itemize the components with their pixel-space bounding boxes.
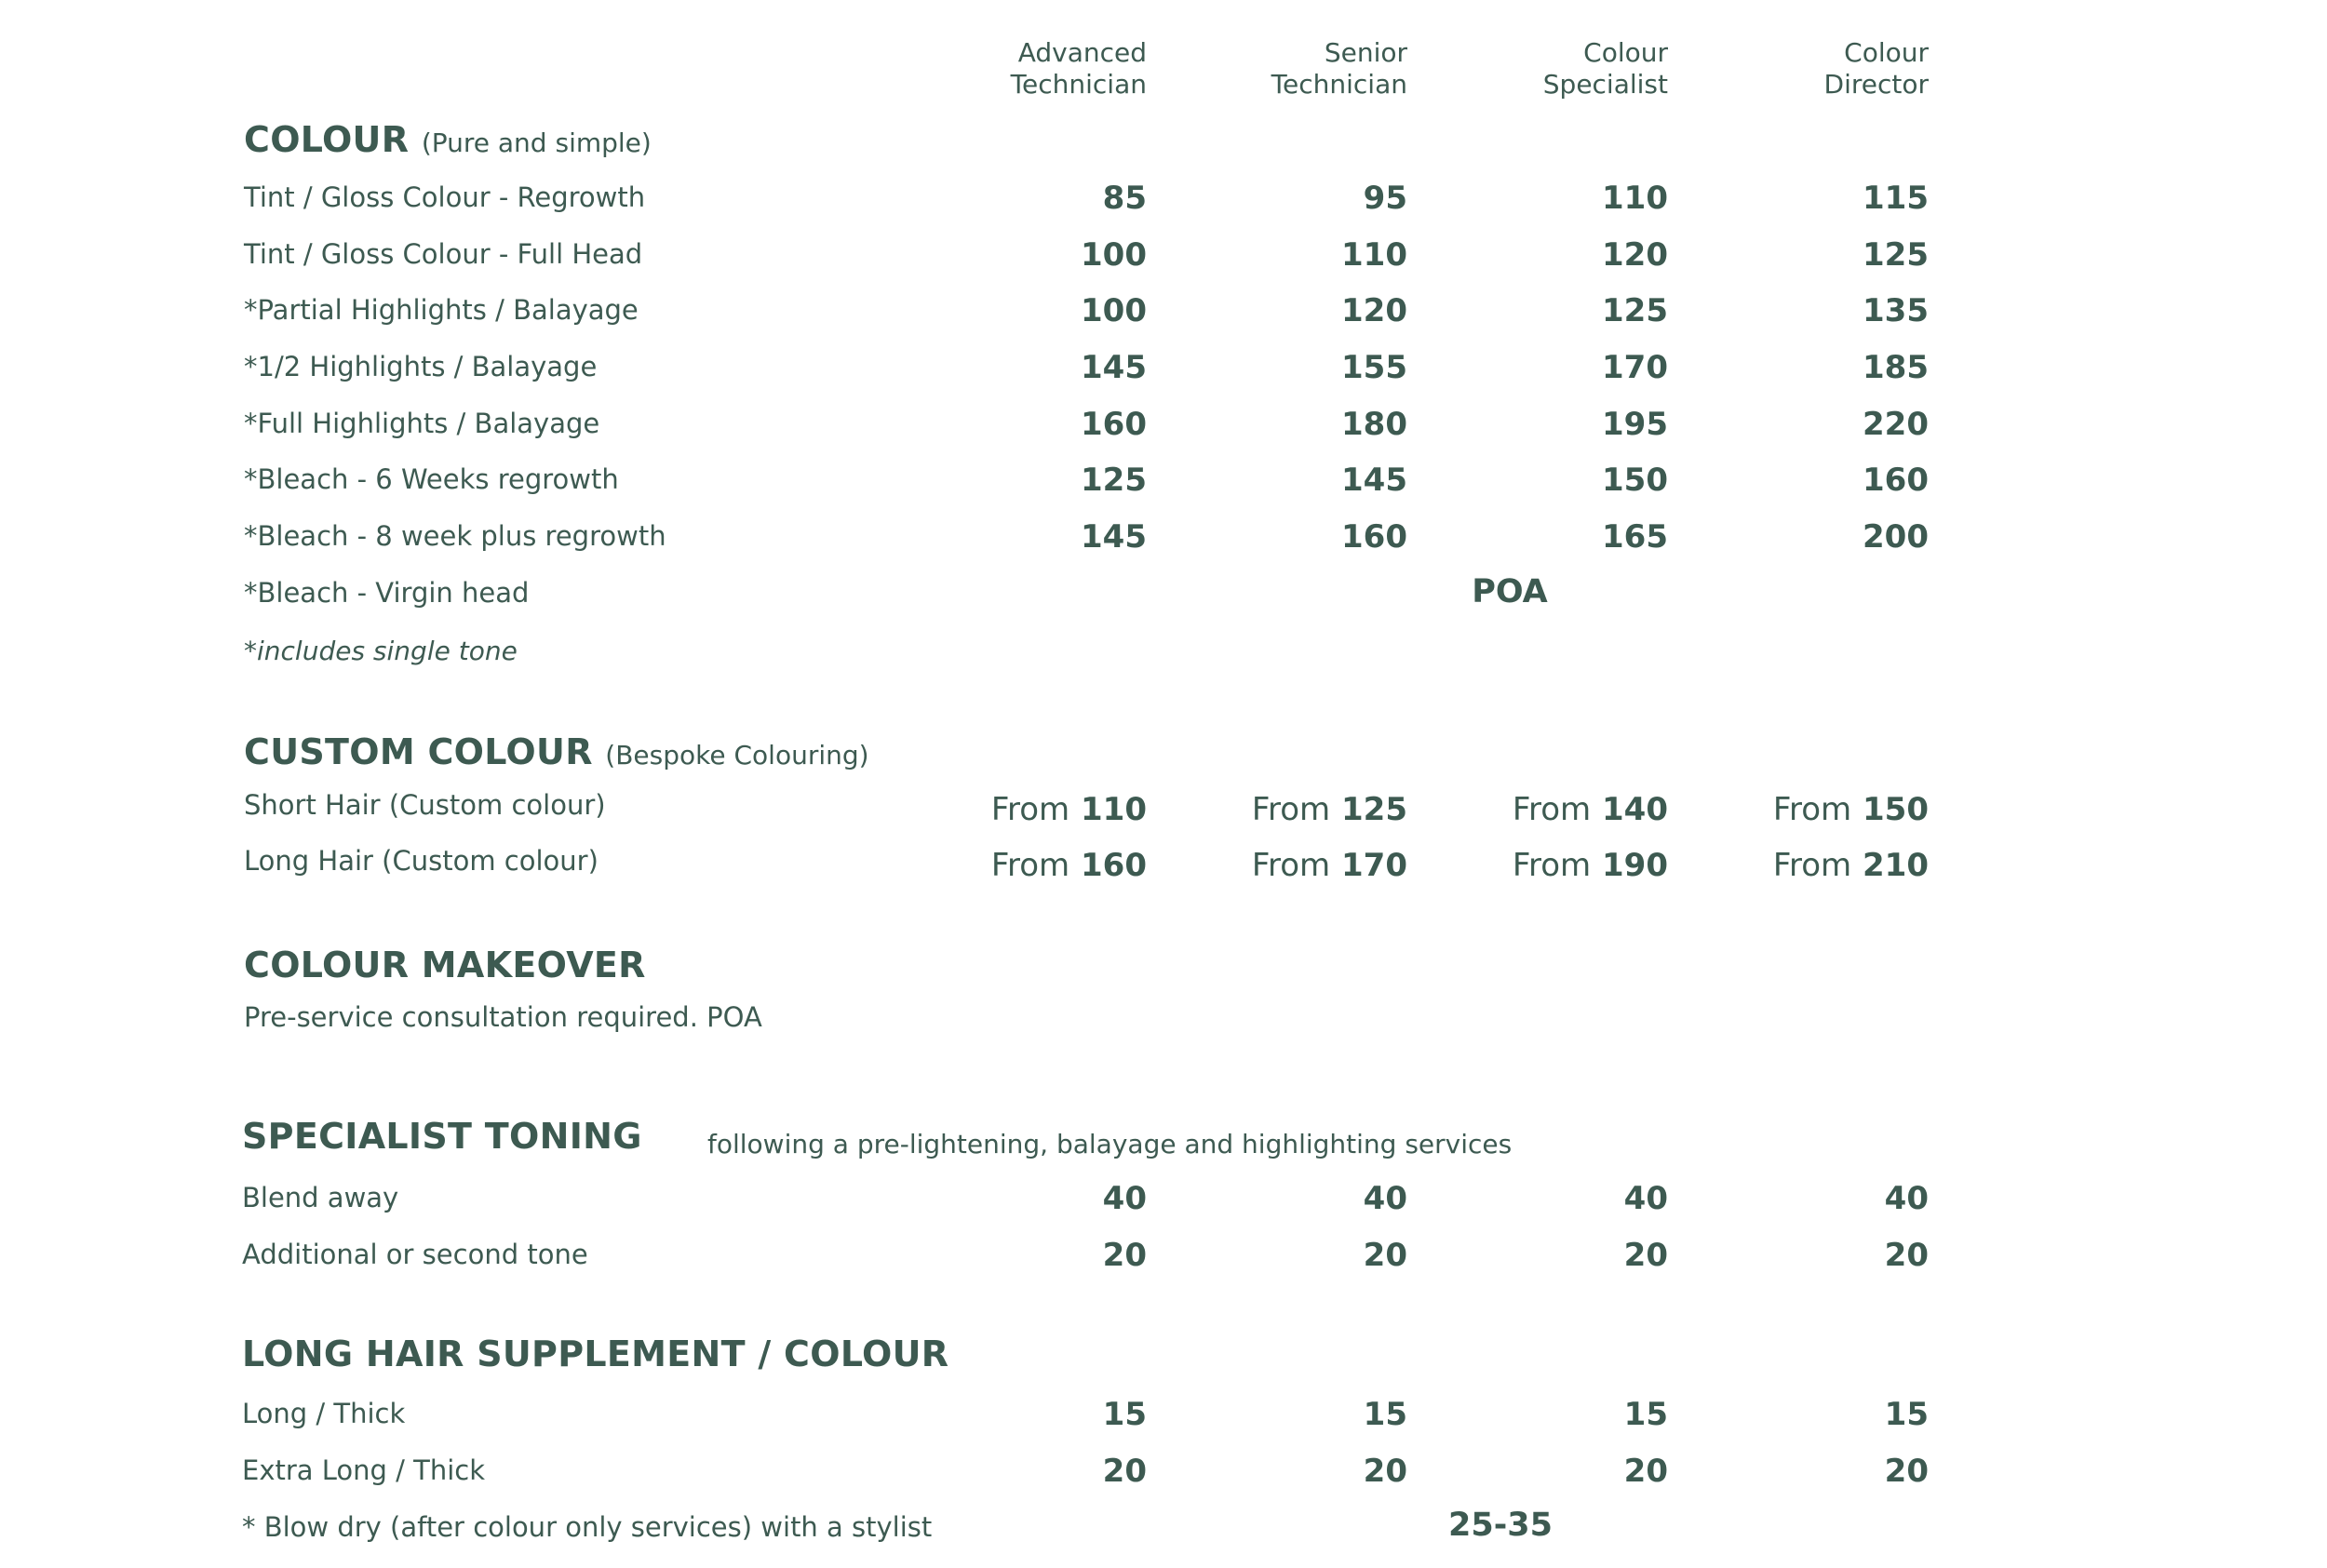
column-header-senior-technician: Senior Technician: [1271, 37, 1407, 100]
price-cell: 120: [1341, 292, 1407, 329]
price-cell: 200: [1863, 518, 1929, 556]
price-cell: 15: [1884, 1396, 1929, 1433]
price-cell: 110: [1341, 236, 1407, 274]
price-cell: 125: [1863, 236, 1929, 274]
colour-row-label: *1/2 Highlights / Balayage: [244, 351, 598, 382]
price-cell: 150: [1602, 462, 1668, 499]
column-header-colour-director: Colour Director: [1823, 37, 1929, 100]
price-cell: 145: [1081, 518, 1147, 556]
price-cell: 185: [1863, 349, 1929, 386]
price-cell: 180: [1341, 406, 1407, 443]
price-cell: 145: [1081, 349, 1147, 386]
price-cell: 15: [1363, 1396, 1407, 1433]
price-cell: 20: [1363, 1453, 1407, 1490]
price-cell: 115: [1863, 180, 1929, 217]
supplement-row-label: Extra Long / Thick: [242, 1454, 486, 1486]
section-title-custom-colour: CUSTOM COLOUR (Bespoke Colouring): [244, 731, 869, 772]
price-cell: 145: [1341, 462, 1407, 499]
colour-footnote: *includes single tone: [244, 636, 518, 666]
poa-value: POA: [1472, 573, 1548, 610]
price-cell: 20: [1623, 1237, 1668, 1274]
toning-subtitle: following a pre-lightening, balayage and highlighting services: [707, 1129, 1513, 1159]
custom-row-label: Long Hair (Custom colour): [244, 845, 599, 877]
price-cell: 160: [1081, 406, 1147, 443]
price-cell: 85: [1102, 180, 1147, 217]
price-cell: 20: [1363, 1237, 1407, 1274]
column-header-colour-specialist: Colour Specialist: [1542, 37, 1668, 100]
price-cell: 40: [1623, 1180, 1668, 1217]
price-cell: 20: [1623, 1453, 1668, 1490]
colour-row-label: *Bleach - 8 week plus regrowth: [244, 520, 666, 552]
price-cell: From 110: [990, 791, 1147, 828]
section-title-specialist-toning: SPECIALIST TONING: [242, 1116, 642, 1157]
section-title-colour-makeover: COLOUR MAKEOVER: [244, 945, 646, 985]
price-cell: 160: [1863, 462, 1929, 499]
price-cell: 20: [1102, 1237, 1147, 1274]
price-cell: 15: [1623, 1396, 1668, 1433]
price-cell: From 140: [1512, 791, 1668, 828]
supplement-row-label: Long / Thick: [242, 1398, 406, 1429]
price-cell: 120: [1602, 236, 1668, 274]
price-cell: 40: [1363, 1180, 1407, 1217]
colour-row-label: *Full Highlights / Balayage: [244, 408, 600, 439]
price-cell: 20: [1884, 1237, 1929, 1274]
price-cell: 15: [1102, 1396, 1147, 1433]
price-cell: 160: [1341, 518, 1407, 556]
price-cell: 95: [1363, 180, 1407, 217]
price-cell: From 170: [1251, 847, 1407, 884]
price-cell: 110: [1602, 180, 1668, 217]
price-cell: 195: [1602, 406, 1668, 443]
price-cell: 20: [1884, 1453, 1929, 1490]
price-cell: 40: [1884, 1180, 1929, 1217]
colour-row-label: Tint / Gloss Colour - Regrowth: [244, 181, 646, 213]
section-title-long-hair-supplement: LONG HAIR SUPPLEMENT / COLOUR: [242, 1333, 949, 1374]
price-cell: 20: [1102, 1453, 1147, 1490]
price-cell: 100: [1081, 292, 1147, 329]
price-cell: From 210: [1772, 847, 1929, 884]
price-cell: 165: [1602, 518, 1668, 556]
colour-row-label: *Partial Highlights / Balayage: [244, 294, 639, 326]
price-cell: From 150: [1772, 791, 1929, 828]
section-title-colour: COLOUR (Pure and simple): [244, 119, 652, 160]
price-cell: From 160: [990, 847, 1147, 884]
colour-row-label: *Bleach - 6 Weeks regrowth: [244, 463, 619, 495]
price-cell: 135: [1863, 292, 1929, 329]
price-cell: From 125: [1251, 791, 1407, 828]
price-cell: From 190: [1512, 847, 1668, 884]
blowdry-label: * Blow dry (after colour only services) with a stylist: [242, 1511, 933, 1543]
custom-row-label: Short Hair (Custom colour): [244, 789, 606, 821]
price-cell: 100: [1081, 236, 1147, 274]
price-cell: 125: [1081, 462, 1147, 499]
price-cell: 40: [1102, 1180, 1147, 1217]
price-cell: 125: [1602, 292, 1668, 329]
column-header-advanced-technician: Advanced Technician: [1010, 37, 1147, 100]
toning-row-label: Additional or second tone: [242, 1239, 588, 1270]
price-cell: 170: [1602, 349, 1668, 386]
colour-row-label: Tint / Gloss Colour - Full Head: [244, 238, 643, 270]
blowdry-value: 25-35: [1448, 1507, 1553, 1544]
colour-row-label-virgin-head: *Bleach - Virgin head: [244, 577, 530, 609]
price-cell: 155: [1341, 349, 1407, 386]
toning-row-label: Blend away: [242, 1182, 399, 1213]
makeover-text: Pre-service consultation required. POA: [244, 1001, 762, 1033]
price-cell: 220: [1863, 406, 1929, 443]
